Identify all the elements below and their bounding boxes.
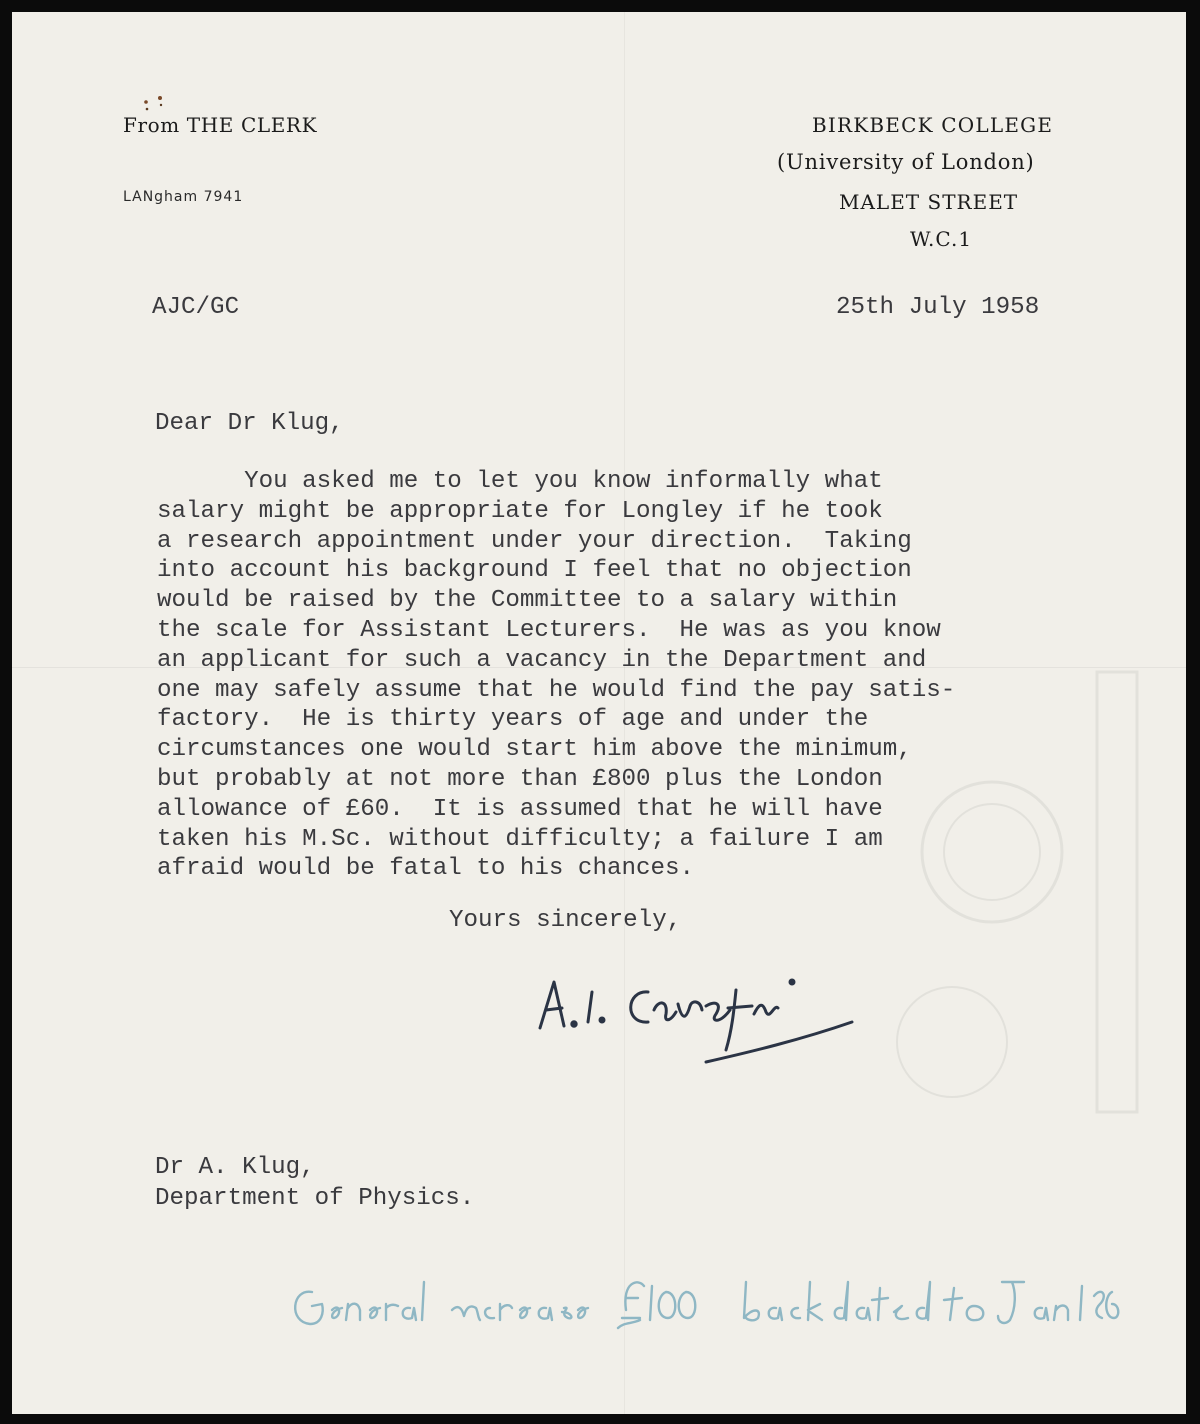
- letter-body: [157, 467, 955, 884]
- addressee-block: [155, 1152, 474, 1214]
- addressee-line: Dr A. Klug,: [155, 1154, 315, 1181]
- body-line: one may safely assume that he would find the pay satis-: [157, 676, 956, 704]
- letterhead-phone: LANgham 7941: [123, 189, 244, 205]
- body-line: factory. He is thirty years of age and under the: [157, 706, 869, 734]
- letterhead-street: MALET STREET: [839, 190, 1019, 214]
- salutation: Dear Dr Klug,: [155, 410, 344, 437]
- ink-speck-marks: [138, 90, 178, 114]
- letterhead-from: From THE CLERK: [123, 113, 318, 137]
- body-line: taken his M.Sc. without difficulty; a failure I am: [157, 825, 883, 853]
- body-line: salary might be appropriate for Longley if he took: [157, 497, 883, 525]
- letterhead-institution: BIRKBECK COLLEGE: [812, 113, 1054, 137]
- closing: Yours sincerely,: [449, 907, 682, 934]
- body-line: a research appointment under your direction. Taking: [157, 527, 912, 555]
- letter-date: 25th July 1958: [836, 294, 1040, 321]
- body-line: circumstances one would start him above the minimum,: [157, 736, 912, 764]
- body-line: the scale for Assistant Lecturers. He was as you know: [157, 616, 941, 644]
- handwritten-signature: [530, 970, 860, 1080]
- reference-code: AJC/GC: [152, 294, 240, 321]
- body-line: You asked me to let you know informally what: [157, 468, 883, 495]
- body-line: would be raised by the Committee to a salary within: [157, 587, 898, 615]
- body-line: into account his background I feel that no objection: [157, 557, 912, 585]
- body-line: an applicant for such a vacancy in the Department and: [157, 646, 927, 674]
- letterhead-postcode: W.C.1: [910, 227, 973, 251]
- letterhead-university: (University of London): [777, 150, 1035, 174]
- handwritten-pencil-note: [282, 1252, 1122, 1372]
- addressee-line: Department of Physics.: [155, 1185, 475, 1212]
- body-line: allowance of £60. It is assumed that he will have: [157, 795, 883, 823]
- body-line: but probably at not more than £800 plus the London: [157, 765, 883, 793]
- letter-page: [12, 12, 1186, 1414]
- body-line: afraid would be fatal to his chances.: [157, 855, 695, 883]
